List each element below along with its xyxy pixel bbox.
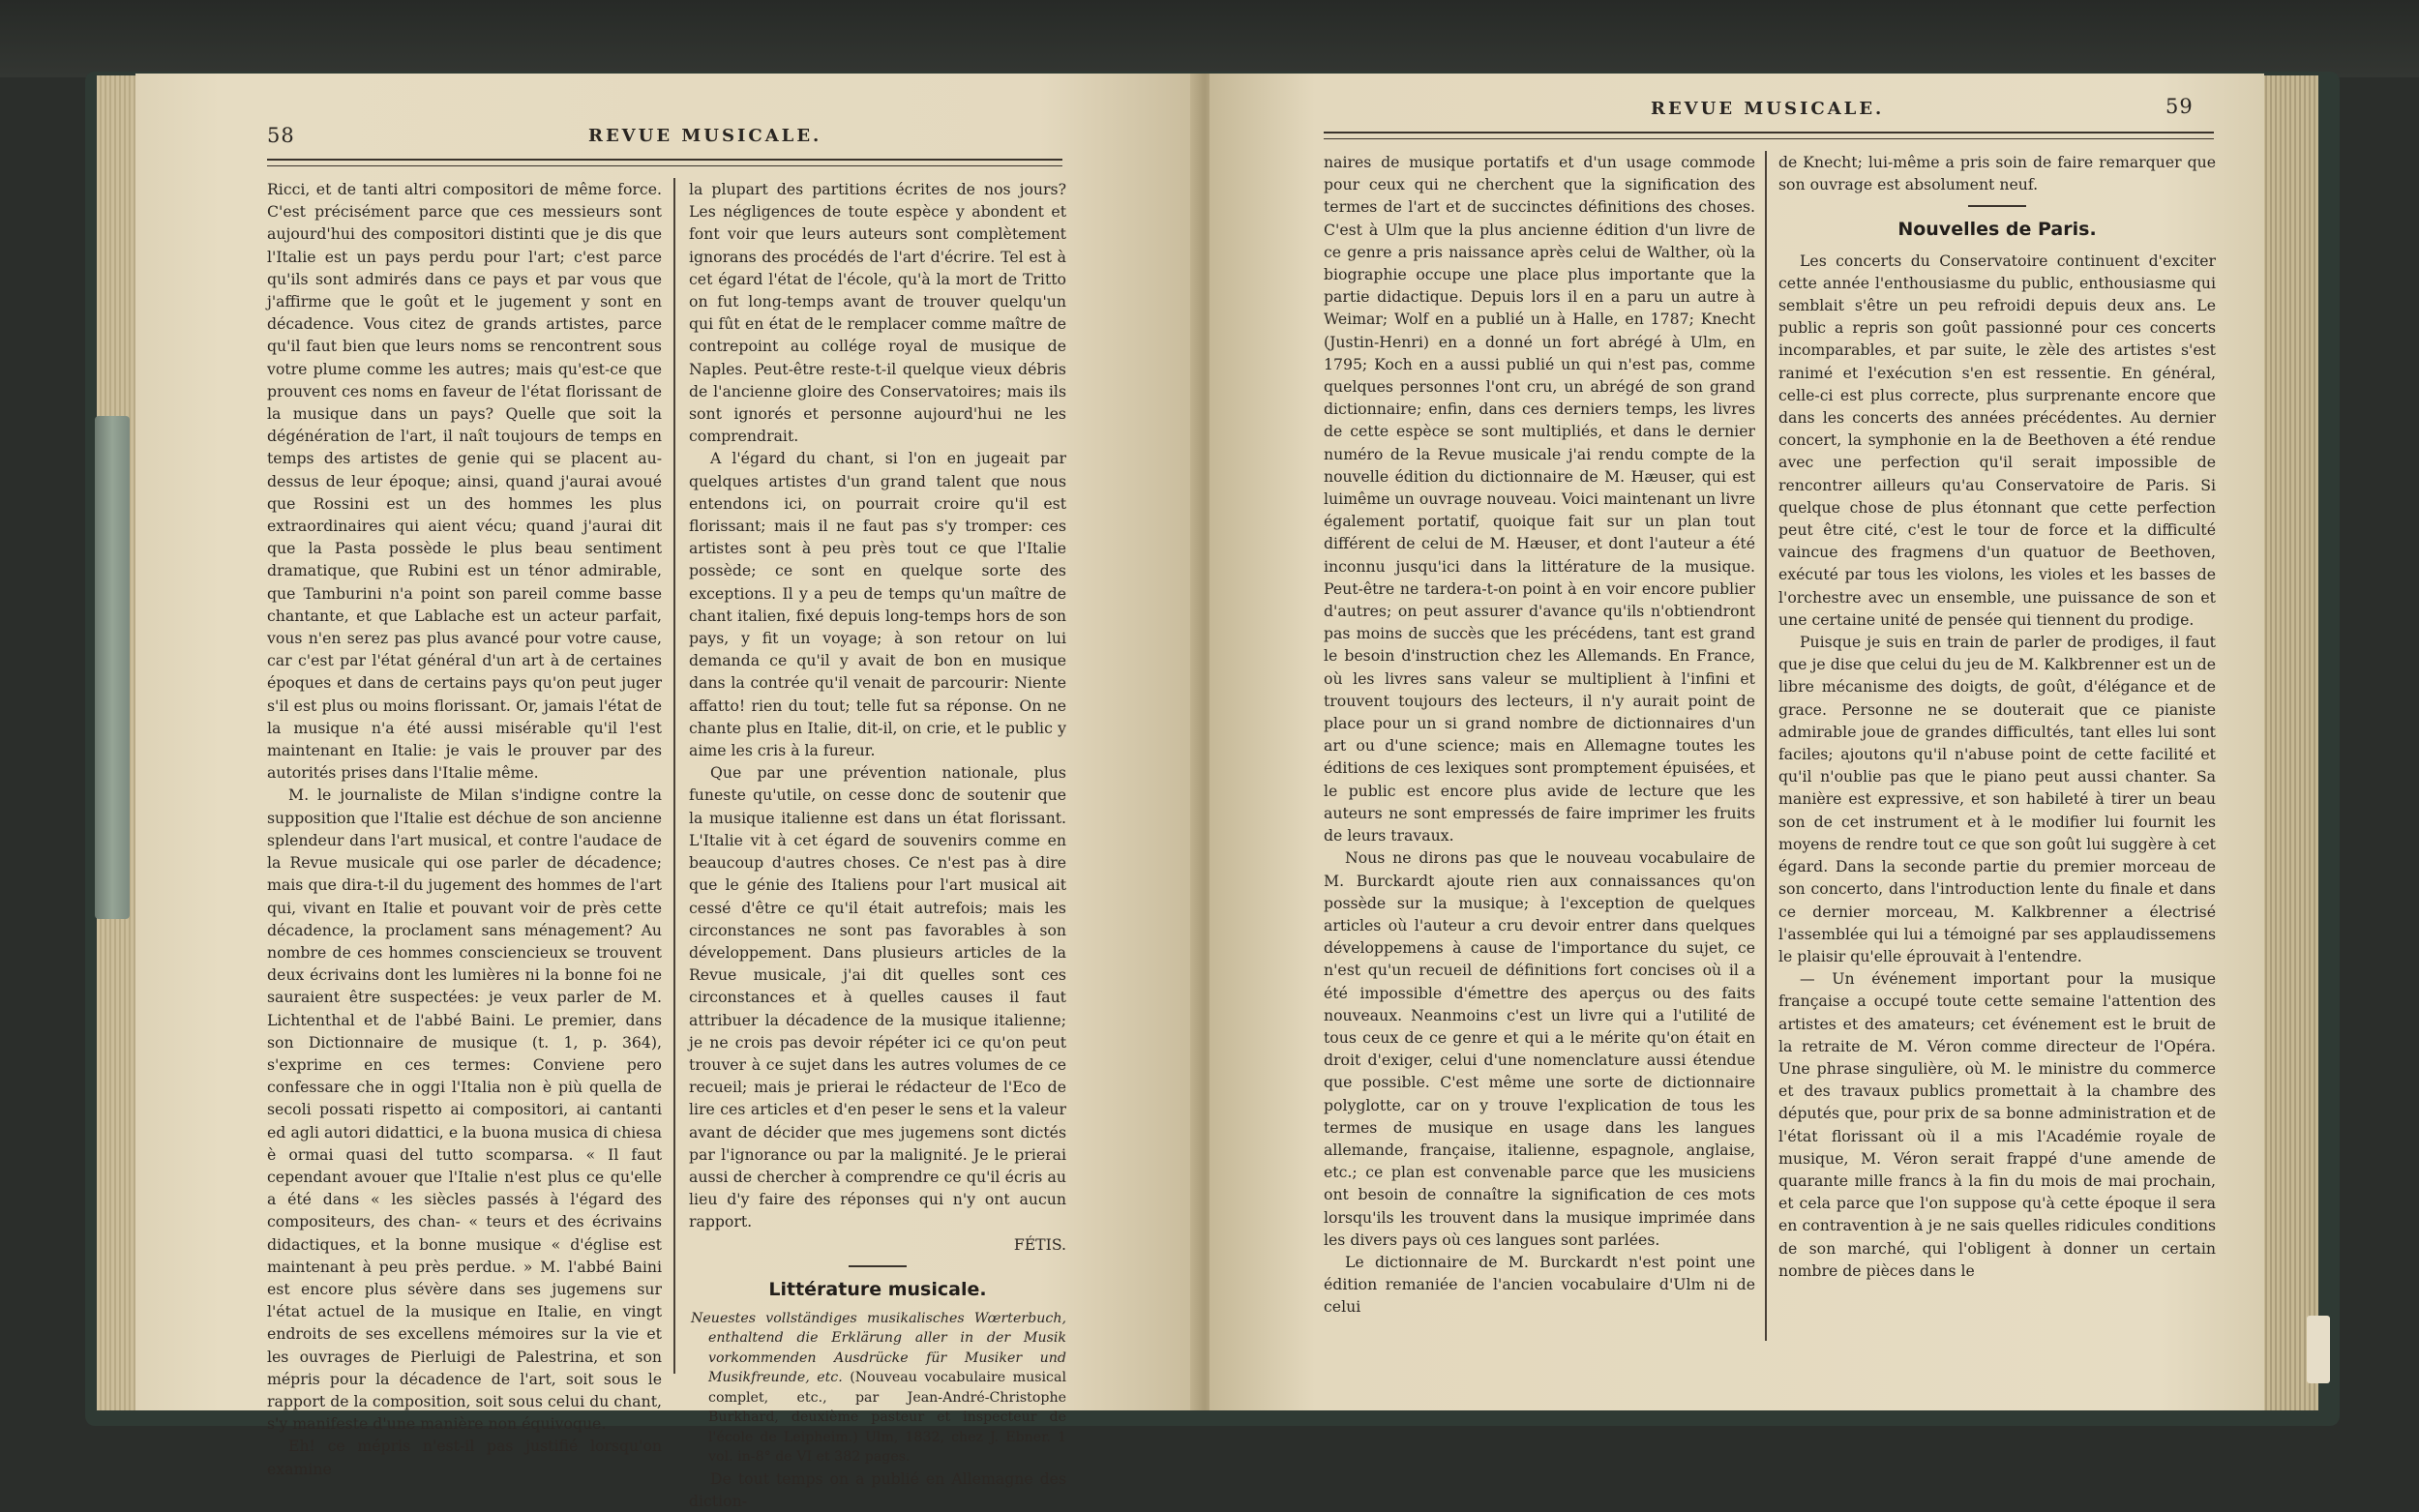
page-edges-right	[2262, 75, 2318, 1410]
running-head: REVUE MUSICALE.	[1651, 99, 1885, 119]
column-rule	[1765, 151, 1767, 1341]
biblio-title: Neuestes vollständiges musikalisches Wœrterbuch, enthaltend die Erklärung aller in der Musik vorkommenden Ausdrücke für Musiker und Musikfreunde, etc.	[691, 1310, 1066, 1386]
left-column-2	[689, 178, 1066, 1511]
section-divider	[1968, 205, 2026, 207]
running-head: REVUE MUSICALE.	[588, 126, 822, 146]
left-column-1	[267, 178, 662, 1478]
page-tab	[2307, 1316, 2330, 1383]
paragraph: Nous ne dirons pas que le nouveau vocabulaire de M. Burckardt ajoute rien aux connaissances qu'on possède sur la musique; à l'exception de quelques articles où l'auteur a cru devoir entrer dans quelques développemens à cause de l'importance du sujet, ce n'est qu'un recueil de définitions fort concises où il a été impossible d'émettre des aperçus ou des faits nouveaux. Neanmoins c'est un livre qui a l'utilité de tous ceux de ce genre et qui a le mérite qu'on était en droit d'exiger, celui d'une nomenclature aussi étendue que possible. C'est même une sorte de dictionnaire polyglotte, car on y trouve l'explication de tous les termes de musique en usage dans les langues allemande, française, italienne, espagnole, anglaise, etc.; ce plan est convenable parce que les musiciens ont besoin de connaître la signification de ces mots lorsqu'ils les trouvent dans la musique imprimée dans les divers pays où ces langues sont parlées.	[1324, 848, 1755, 1249]
section-heading: Littérature musicale.	[768, 1278, 987, 1300]
paragraph: Que par une prévention nationale, plus funeste qu'utile, on cesse donc de soutenir que la musique italienne est dans un état florissant. L'Italie vit à cet égard de souvenirs comme en beaucoup d'autres choses. Ce n'est pas à dire que le génie des Italiens pour l'art musical ait cessé d'être ce qu'il était autrefois; mais les circonstances ne sont pas favorables à son développement. Dans plusieurs articles de la Revue musicale, j'ai dit quelles sont ces circonstances et à quelles causes il faut attribuer la décadence de la musique italienne; je ne crois pas devoir répéter ici ce qu'on peut trouver à ce sujet dans les autres volumes de ce recueil; mais je prierai le rédacteur de l'Eco de lire ces articles et d'en peser le sens et la valeur avant de décider que mes jugemens sont dictés par l'ignorance ou par la malignité. Je le prierai aussi de chercher à comprendre ce qu'il écris au lieu d'y faire des réponses qui n'y ont aucun rapport.	[689, 763, 1066, 1231]
section-divider	[849, 1265, 907, 1267]
right-column-1	[1324, 151, 1755, 1350]
binding-clasp	[95, 416, 130, 919]
column-rule	[673, 178, 675, 1374]
paragraph: Puisque je suis en train de parler de prodiges, il faut que je dise que celui du jeu de M. Kalkbrenner est un de libre mécanisme des doigts, de goût, d'élégance et de grace. Personne ne se douterait que ce pianiste admirable joue de grandes difficultés, tant elles lui sont faciles; ajoutons qu'il n'abuse point de cette facilité et qu'il n'oublie pas que le piano peut aussi chanter. Sa manière est expressive, et son habileté à tirer un beau son de cet instrument et à le modifier lui fournit les moyens de rendre tout ce que son goût lui suggère à cet égard. Dans la seconde partie du premier morceau de son concerto, dans l'introduction lente du finale et dans ce dernier morceau, M. Kalkbrenner a électrisé l'assemblée qui lui a témoigné par ses applaudissemens le plaisir qu'elle éprouvait à l'entendre.	[1778, 633, 2216, 965]
header-rule	[267, 159, 1062, 166]
signature: FÉTIS.	[1013, 1234, 1066, 1254]
right-page	[1210, 74, 2264, 1410]
biblio-details: (Nouveau vocabulaire musical complet, etc., par Jean-André-Christophe Burkhard, deuxième pasteur et inspecteur de l'école de Leipheim.) Ulm, 1832, chez J. Ebner. 1 vol. in-8° de VI et 382 pages.	[708, 1370, 1066, 1466]
paragraph: M. le journaliste de Milan s'indigne contre la supposition que l'Italie est déchue de son ancienne splendeur dans l'art musical, et contre l'audace de la Revue musicale qui ose parler de décadence; mais que dira-t-il du jugement des hommes de l'art qui, vivant en Italie et pouvant voir de près cette décadence, la proclament sans ménagement? Au nombre de ces hommes consciencieux se trouvent deux écrivains dont les lumières ni la bonne foi ne sauraient être suspectées: je veux parler de M. Lichtenthal et de l'abbé Baini. Le premier, dans son Dictionnaire de musique (t. 1, p. 364), s'exprime en ces termes: Conviene pero confessare che in oggi l'Italia non è più quella de secoli possati rispetto ai compositori, ai cantanti ed agli autori didattici, e la buona musica di chiesa è ormai quasi del tutto scomparsa. « Il faut cependant avouer que l'Italie n'est plus ce qu'elle a été dans « les siècles passés à l'égard des compositeurs, des chan- « teurs et des écrivains didactiques, et la bonne musique « d'église est maintenant à peu près perdue. » M. l'abbé Baini est encore plus sévère dans ses jugemens sur l'état actuel de la musique en Italie, en vingt endroits de ses excellens mémoires sur la vie et les ouvrages de Pierluigi de Palestrina, et son mépris pour la décadence de l'art, soit sous le rapport de la composition, soit sous celui du chant, s'y manifeste d'une manière non équivoque.	[267, 786, 662, 1434]
paragraph: de Knecht; lui-même a pris soin de faire remarquer que son ouvrage est absolument neuf.	[1778, 153, 2216, 194]
paragraph: De tout temps on a publié en Allemagne des diction-	[689, 1468, 1066, 1511]
paragraph: Ricci, et de tanti altri compositori de même force. C'est précisément parce que ces messieurs sont aujourd'hui des compositori distinti que je dis que l'Italie est un pays perdu pour l'art; c'est parce qu'ils sont admirés dans ce pays et par vous que j'affirme que le goût et le jugement y sont en décadence. Vous citez de grands artistes, parce qu'il faut bien que leurs noms se rencontrent sous votre plume comme les autres; mais qu'est-ce que prouvent ces noms en faveur de l'état florissant de la musique dans un pays? Quelle que soit la dégénération de l'art, il naît toujours de temps en temps des artistes de genie qui se placent au-dessus de leur époque; ainsi, quand j'aurai avoué que Rossini est un des hommes les plus extraordinaires qui aient vécu; quand j'aurai dit que la Pasta possède le plus beau sentiment dramatique, que Rubini est un ténor admirable, que Tamburini n'a point son pareil comme basse chantante, et que Lablache est un acteur parfait, vous n'en serez pas plus avancé pour votre cause, car c'est par l'état général d'un art à de certaines époques et dans de certains pays qu'on peut juger s'il est plus ou moins florissant. Or, jamais l'état de la musique n'a été aussi misérable qu'il l'est maintenant en Italie: je vais le prouver par des autorités prises dans l'Italie même.	[267, 180, 662, 783]
paragraph: la plupart des partitions écrites de nos jours? Les négligences de toute espèce y abondent et font voir que leurs auteurs sont complètement ignorans des procédés de l'art d'écrire. Tel est à cet égard l'état de l'école, qu'à la mort de Tritto on fut long-temps avant de trouver quelqu'un qui fût en état de le remplacer comme maître de contrepoint au collége royal de musique de Naples. Peut-être reste-t-il quelque vieux débris de l'ancienne gloire des Conservatoires; mais ils sont ignorés et personne aujourd'hui ne les comprendrait.	[689, 180, 1066, 446]
header-rule	[1324, 132, 2214, 139]
paragraph: Les concerts du Conservatoire continuent d'exciter cette année l'enthousiasme du public, enthousiasme qui semblait s'être un peu refroidi depuis deux ans. Le public a repris son goût passionné pour ces concerts incomparables, et par suite, le zèle des artistes s'est ranimé et l'exécution s'en est ressentie. En général, celle-ci est plus correcte, plus surprenante encore que dans les concerts des années précédentes. Au dernier concert, la symphonie en la de Beethoven a été rendue avec une perfection qu'il serait impossible de rencontrer ailleurs qu'au Conservatoire de Paris. Si quelque chose de plus étonnant que cette perfection peut être cité, c'est le tour de force et la difficulté vaincue des fragmens d'un quatuor de Beethoven, exécuté par tous les violons, les violes et les basses de l'orchestre avec un ensemble, une puissance de son et une certaine unité de pensée qui tiennent du prodige.	[1778, 251, 2216, 629]
paragraph: Eh! ce mépris n'est-il pas justifié lorsqu'on examine	[267, 1437, 662, 1478]
left-page	[135, 74, 1200, 1511]
bibliographic-entry	[689, 1309, 1066, 1468]
right-column-2	[1778, 151, 2216, 1350]
paragraph: — Un événement important pour la musique française a occupé toute cette semaine l'attention des artistes et des amateurs; cet événement est le bruit de la retraite de M. Véron comme directeur de l'Opéra. Une phrase singulière, où M. le ministre du commerce et des travaux publics promettait à la chambre des députés que, pour prix de sa bonne administration et de l'état florissant où il a mis l'Académie royale de musique, M. Véron serait frappé d'une amende de quarante mille francs à la fin du mois de mai prochain, et cela parce que l'on suppose qu'à cette époque il sera en contravention à je ne sais quelles ridicules conditions de son marché, qui l'obligent à donner un certain nombre de pièces dans le	[1778, 969, 2216, 1280]
page-number: 59	[2165, 95, 2194, 118]
page-number: 58	[267, 124, 295, 147]
paragraph: naires de musique portatifs et d'un usage commode pour ceux qui ne cherchent que la signification des termes de l'art et de succinctes définitions des choses. C'est à Ulm que la plus ancienne édition d'un livre de ce genre a pris naissance après celui de Walther, où la biographie occupe une place plus importante que la partie didactique. Depuis lors il en a paru un autre à Weimar; Wolf en a publié un à Halle, en 1787; Knecht (Justin-Henri) en a donné un fort abrégé à Ulm, en 1795; Koch en a aussi publié un qui n'est pas, comme quelques personnes l'ont cru, un abrégé de son grand dictionnaire; enfin, dans ces derniers temps, les livres de cette espèce se sont multipliés, et dans le dernier numéro de la Revue musicale j'ai rendu compte de la nouvelle édition du dictionnaire de M. Hæuser, qui est luimême un ouvrage nouveau. Voici maintenant un livre également portatif, quoique fait sur un plan tout différent de celui de M. Hæuser, et dont l'auteur a été inconnu jusqu'ici dans la littérature de la musique. Peut-être ne tardera-t-on point à en voir encore publier d'autres; on peut assurer d'avance qu'ils n'obtiendront pas moins de succès que les précédens, tant est grand le besoin d'instruction chez les Allemands. En France, où les livres sans valeur se multiplient à l'infini et trouvent toujours des lecteurs, il n'y aurait point de place pour un si grand nombre de dictionnaires d'un art ou d'une science; mais en Allemagne toutes les éditions de ces lexiques sont promptement épuisées, et le public est encore plus avide de lecture que les auteurs ne sont empressés de faire imprimer les fruits de leurs travaux.	[1324, 153, 1755, 845]
paragraph: A l'égard du chant, si l'on en jugeait par quelques artistes d'un grand talent que nous entendons ici, on pourrait croire qu'il est florissant; mais il ne faut pas s'y tromper: ces artistes sont à peu près tout ce que l'Italie possède; ce sont en quelque sorte des exceptions. Il y a peu de temps qu'un maître de chant italien, fixé depuis long-temps hors de son pays, y fit un voyage; à son retour on lui demanda ce qu'il y avait de bon en musique dans la contrée qu'il venait de parcourir: Niente affatto! rien du tout; telle fut sa réponse. On ne chante plus en Italie, dit-il, on crie, et le public y aime les cris à la fureur.	[689, 449, 1066, 760]
section-heading: Nouvelles de Paris.	[1897, 219, 2097, 241]
background	[0, 0, 2419, 77]
paragraph: Le dictionnaire de M. Burckardt n'est point une édition remaniée de l'ancien vocabulaire d'Ulm ni de celui	[1324, 1252, 1755, 1317]
